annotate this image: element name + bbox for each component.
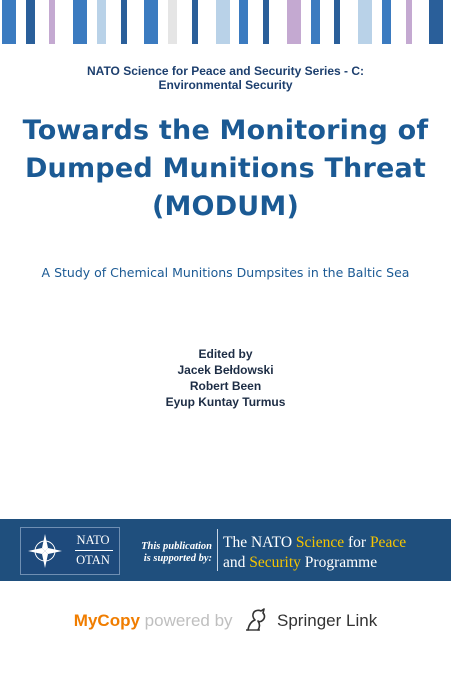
- top-stripe: [239, 0, 248, 44]
- prog-for: for: [347, 534, 367, 551]
- series-line-2: Environmental Security: [158, 78, 293, 92]
- prog-science: Science: [295, 534, 345, 551]
- top-stripe-band: [0, 0, 451, 44]
- pub-line-2: is supported by:: [143, 553, 212, 564]
- title-line-3: (MODUM): [151, 191, 300, 222]
- top-stripe: [49, 0, 55, 44]
- top-stripe: [26, 0, 35, 44]
- nato-sps-banner: [0, 519, 451, 581]
- pub-line-1: This publication: [141, 541, 212, 552]
- prog-programme: Programme: [304, 554, 378, 571]
- top-stripe: [311, 0, 320, 44]
- top-stripe: [97, 0, 106, 44]
- publication-support-text: [126, 541, 212, 565]
- edited-by-label: Edited by: [198, 347, 253, 361]
- link-label: Link: [346, 611, 378, 630]
- top-stripe: [406, 0, 412, 44]
- nato-divider: [75, 550, 113, 551]
- top-stripe: [216, 0, 230, 44]
- sps-programme-name: [223, 533, 406, 573]
- book-subtitle: A Study of Chemical Munitions Dumpsites in the Baltic Sea: [41, 265, 410, 280]
- prog-security: Security: [249, 554, 301, 571]
- top-stripe: [121, 0, 127, 44]
- top-stripe: [358, 0, 372, 44]
- top-stripe: [73, 0, 87, 44]
- mycopy-footer: [0, 608, 451, 632]
- top-stripe: [429, 0, 443, 44]
- powered-by-label: powered by: [144, 611, 233, 630]
- series-line-1: NATO Science for Peace and Security Series - C:: [87, 64, 364, 78]
- nato-label: NATO: [76, 533, 110, 547]
- nato-otan-logo: [20, 527, 120, 575]
- top-stripe: [168, 0, 177, 44]
- top-stripe: [334, 0, 340, 44]
- mycopy-label: MyCopy: [73, 611, 140, 630]
- book-title: [0, 112, 451, 226]
- nato-compass-star-icon: [25, 532, 65, 570]
- title-line-2: Dumped Munitions Threat: [24, 153, 427, 184]
- top-stripe: [192, 0, 198, 44]
- prog-the: The NATO: [223, 534, 293, 551]
- editor-name: Robert Been: [189, 379, 262, 393]
- prog-and: and: [223, 554, 246, 571]
- editor-name: Jacek Bełdowski: [177, 363, 274, 377]
- editor-name: Eyup Kuntay Turmus: [165, 395, 286, 409]
- springer-label: Springer: [277, 611, 342, 630]
- springer-horse-icon: [243, 608, 269, 632]
- top-stripe: [287, 0, 301, 44]
- top-stripe: [144, 0, 158, 44]
- editors-block: [0, 346, 451, 410]
- otan-label: OTAN: [76, 553, 110, 567]
- top-stripe: [382, 0, 391, 44]
- banner-divider: [217, 529, 218, 571]
- title-line-1: Towards the Monitoring of: [22, 115, 429, 146]
- top-stripe: [263, 0, 269, 44]
- prog-peace: Peace: [369, 534, 407, 551]
- top-stripe: [2, 0, 16, 44]
